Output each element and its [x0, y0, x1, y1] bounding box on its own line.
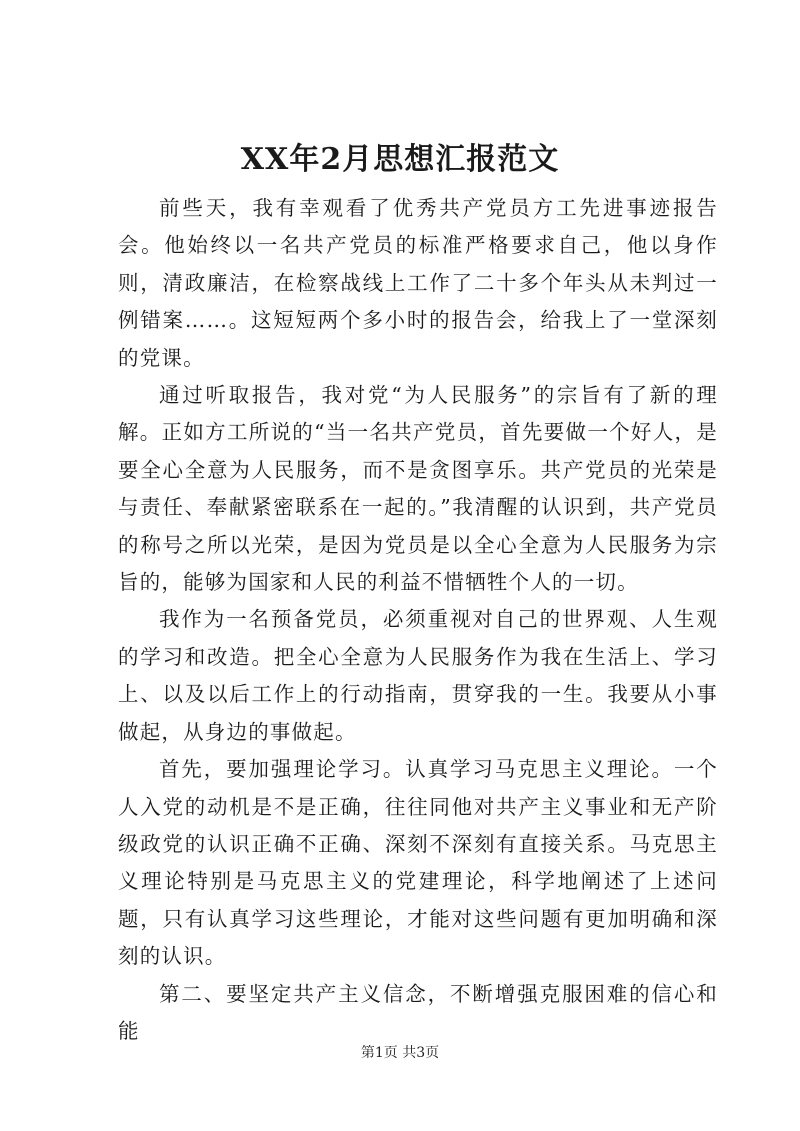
- paragraph-3: 我作为一名预备党员，必须重视对自己的世界观、人生观的学习和改造。把全心全意为人民服务作为我在生活上、学习上、以及以后工作上的行动指南，贯穿我的一生。我要从小事做起，从身边的事做起。: [118, 607, 718, 744]
- paragraph-1: 前些天，我有幸观看了优秀共产党员方工先进事迹报告会。他始终以一名共产党员的标准严格要求自己，他以身作则，清政廉洁，在检察战线上工作了二十多个年头从未判过一例错案……。这短短两个多小时的报告会，给我上了一堂深刻的党课。: [118, 196, 718, 370]
- document-body: [118, 190, 718, 1050]
- document-title: XX年2月思想汇报范文: [240, 142, 560, 177]
- page-footer: 第1页 共3页: [360, 1045, 440, 1061]
- paragraph-5: 第二、要坚定共产主义信念，不断增强克服困难的信心和能: [118, 981, 718, 1043]
- paragraph-4: 首先，要加强理论学习。认真学习马克思主义理论。一个人入党的动机是不是正确，往往同他对共产主义事业和无产阶级政党的认识正确不正确、深刻不深刻有直接关系。马克思主义理论特别是马克思主义的党建理论，科学地阐述了上述问题，只有认真学习这些理论，才能对这些问题有更加明确和深刻的认识。: [118, 757, 718, 969]
- paragraph-2: 通过听取报告，我对党“为人民服务”的宗旨有了新的理解。正如方工所说的“当一名共产党员，首先要做一个好人，是要全心全意为人民服务，而不是贪图享乐。共产党员的光荣是与责任、奉献紧密联系在一起的。”我清醒的认识到，共产党员的称号之所以光荣，是因为党员是以全心全意为人民服务为宗旨的，能够为国家和人民的利益不惜牺牲个人的一切。: [118, 383, 718, 595]
